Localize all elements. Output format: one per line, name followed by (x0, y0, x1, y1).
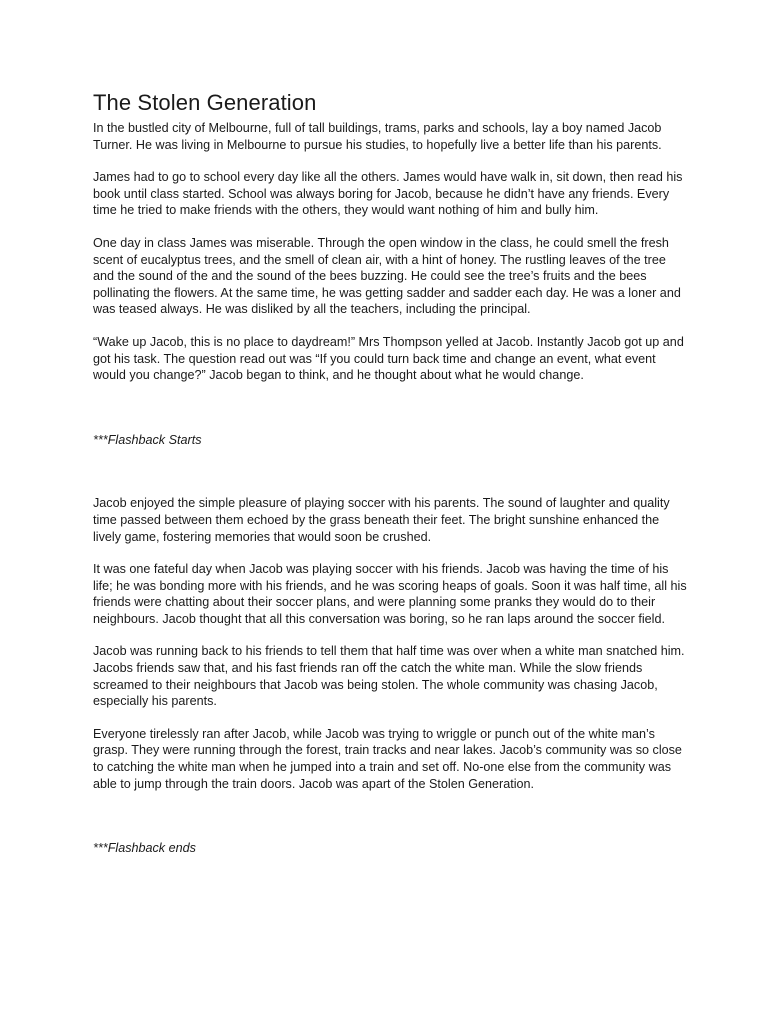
paragraph: “Wake up Jacob, this is no place to daydream!” Mrs Thompson yelled at Jacob. Instantly Jacob got up and got his task. The question read out was “If you could turn back time and change an event, what event would you change?” Jacob began to think, and he thought about what he would change. (93, 334, 684, 383)
flashback-start-marker: ***Flashback Starts (93, 432, 202, 447)
paragraph: One day in class James was miserable. Through the open window in the class, he could smell the fresh scent of eucalyptus trees, and the smell of clean air, with a hint of honey. The rustling leaves of the tree and the sound of the and the sound of the bees buzzing. He could see the tree’s fruits and the bees pollinating the flowers. At the same time, he was getting sadder and sadder each day. He was a loner and was teased always. He was disliked by all the teachers, including the principal. (93, 235, 681, 317)
paragraph: It was one fateful day when Jacob was playing soccer with his friends. Jacob was having the time of his life; he was bonding more with his friends, and he was scoring heaps of goals. Soon it was half time, all his friends were chatting about their soccer plans, and were planning some pranks they would do to their neighbours. Jacob thought that all this conversation was boring, so he ran laps around the soccer field. (93, 562, 687, 626)
paragraph: Jacob enjoyed the simple pleasure of playing soccer with his parents. The sound of laughter and quality time passed between them echoed by the grass beneath their feet. The bright sunshine enhanced the lively game, fostering memories that would soon be crushed. (93, 496, 670, 544)
paragraph: Everyone tirelessly ran after Jacob, while Jacob was trying to wriggle or punch out of the white man’s grasp. They were running through the forest, train tracks and near lakes. Jacob’s community was so close to catching the white man when he jumped into a train and set off. No-one else from the community was able to jump through the train doors. Jacob was apart of the Stolen Generation. (93, 726, 682, 791)
paragraph: In the bustled city of Melbourne, full of tall buildings, trams, parks and schools, lay a boy named Jacob Turner. He was living in Melbourne to pursue his studies, to hopefully live a better life than his parents. (93, 121, 662, 152)
flashback-end-marker: ***Flashback ends (93, 841, 196, 856)
paragraph: Jacob was running back to his friends to tell them that half time was over when a white man snatched him. Jacobs friends saw that, and his fast friends ran off the catch the white man. While the slow friends screamed to their neighbours that Jacob was being stolen. The whole community was chasing Jacob, especially his parents. (93, 644, 685, 709)
paragraph: James had to go to school every day like all the others. James would have walk in, sit down, then read his book until class started. School was always boring for Jacob, because he didn’t have any friends. Every time he tried to make friends with the others, they would want nothing of him and bully him. (93, 170, 683, 218)
document-title: The Stolen Generation (93, 90, 317, 115)
